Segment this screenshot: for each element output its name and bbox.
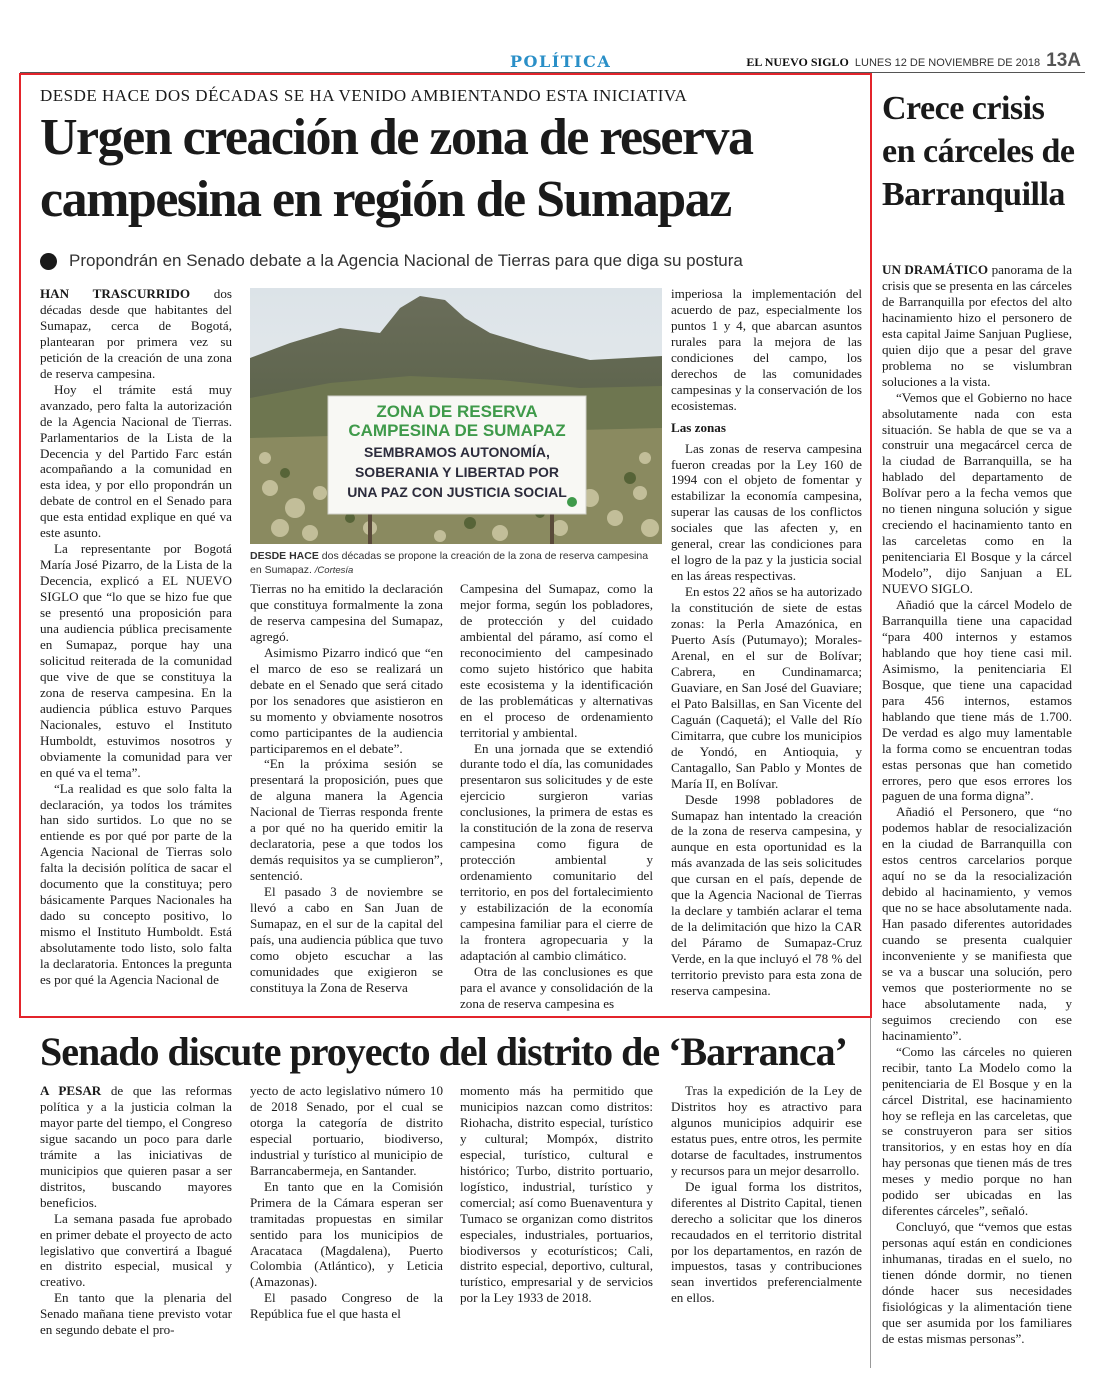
lead-in: A PESAR	[40, 1083, 102, 1098]
paragraph: A PESAR de que las reformas política y a la justicia colman la mayor parte del tiempo, el Congreso sigue sacando un poco para darle trámite a las iniciativas de municipios que quieren pasar a ser distritos, buscando mayores beneficios.	[40, 1083, 232, 1210]
masthead-info	[746, 50, 1081, 72]
paragraph: El pasado 3 de noviembre se llevó a cabo en San Juan de Sumapaz, en el sur de la capital del país, una audiencia pública que tuvo como objeto escuchar a las comunidades que exigieron se constituya la Zona de Reserva	[250, 884, 443, 995]
article-column-3	[460, 581, 653, 1012]
sign-line-2: CAMPESINA DE SUMAPAZ	[348, 421, 566, 440]
paragraph: Hoy el trámite está muy avanzado, pero falta la autorización de la Agencia Nacional de Tierras. Parlamentarios de la Lista de la Decencia y del Partido Farc están acompañando a la comunidad en esta idea, y por ello propondrán un debate de control en el Senado para que esta entidad explique en qué va este asunto.	[40, 381, 232, 541]
bottom-column-3	[460, 1083, 653, 1306]
paragraph: “La realidad es que solo falta la declaración, ya todos los trámites han sido surtidos. Lo que no se entiende es por qué por parte de la Agencia Nacional de Tierras solo falta la decisión política de sacar el documento que la constituya; pero básicamente Parques Nacionales ha dado su concepto positivo, lo mismo el Instituto Humboldt. Está absolutamente todo listo, solo falta la declaratoria. Entonces la pregunta es por qué la Agencia Nacional de	[40, 780, 232, 987]
sign-line-4: SOBERANIA Y LIBERTAD POR	[354, 464, 560, 480]
photo-credit: /Cortesía	[314, 565, 354, 576]
page-number: 13A	[1046, 50, 1081, 71]
issue-date: LUNES 12 DE NOVIEMBRE DE 2018	[854, 57, 1041, 69]
paragraph: Concluyó, que “vemos que estas personas aquí están en condiciones inhumanas, tiradas en el suelo, no tienen dónde dormir, no tienen dónde hacer sus necesidades fisiológicas y la alimentación tiene que ser asumida por los familiares de estas mismas personas”.	[882, 1219, 1072, 1346]
side-article-headline: Crece crisis en cárceles de Barranquilla	[882, 90, 1075, 213]
caption-text: dos décadas se propone la creación de la zona de reserva campesina en Sumapaz.	[250, 550, 649, 576]
paragraph: La semana pasada fue aprobado en primer debate el proyecto de acto legislativo que convertirá a Ibagué en distrito especial, musical y creativo.	[40, 1210, 232, 1290]
paragraph: Tras la expedición de la Ley de Distritos hoy es atractivo para algunos municipios adquirir ese estatus pues, entre otros, les permite dotarse de facultades, instrumentos y recursos para un mejor desarrollo.	[671, 1083, 862, 1178]
sign-line-5: UNA PAZ CON JUSTICIA SOCIAL	[347, 484, 567, 500]
paragraph: Tierras no ha emitido la declaración que constituya formalmente la zona de reserva campesina del Sumapaz, agregó.	[250, 581, 443, 644]
paragraph: imperiosa la implementación del acuerdo de paz, especialmente los puntos 1 y 4, que abarcan asuntos rurales para la mejora de las condiciones del campo, los derechos de las comunidades campesinas y la conservación de los ecosistemas.	[671, 286, 862, 413]
paragraph: Las zonas de reserva campesina fueron creadas por la Ley 160 de 1994 con el objeto de fomentar y estabilizar la economía campesina, superar las causas de los conflictos sociales que las afecten y, en general, crear las condiciones para el logro de la paz y la justicia social en las áreas respectivas.	[671, 440, 862, 584]
article-headline: Urgen creación de zona de reserva campesina en región de Sumapaz	[40, 109, 753, 228]
side-article-column	[882, 262, 1072, 1347]
lead-in: UN DRAMÁTICO	[882, 262, 989, 277]
paragraph: Desde 1998 pobladores de Sumapaz han intentado la creación de la zona de reserva campesina, y aunque en esta oportunidad es la más avanzada de las seis solicitudes que cursan en el país, depende de que la Agencia Nacional de Tierras la declare y también aclarar el tema de la delimitación que hizo la CAR del Páramo de Sumapaz-Cruz Verde, en la que incluyó el 78 % del territorio previsto para esta zona de reserva campesina.	[671, 791, 862, 998]
subhead-text: Propondrán en Senado debate a la Agencia Nacional de Tierras para que diga su postura	[69, 251, 743, 270]
paragraph: Añadió que la cárcel Modelo de Barranquilla tiene una capacidad “para 400 internos y estamos hablando que hoy tiene casi mil. Asimismo, la penitenciaria El Bosque, que tiene una capacidad para 456 internos, estamos hablando que tiene más de 1.700. De verdad es algo muy lamentable la forma como se encuentran todas estas personas que han cometido errores, pero que esos errores los paguen de una forma digna”.	[882, 597, 1072, 804]
article-photo	[250, 288, 662, 544]
paragraph: momento más ha permitido que municipios nazcan como distritos: Riohacha, distrito especial, turístico y cultural; Mompóx, distrito especial, turístico, cultural e histórico; Turbo, distrito portuario, logístico, industrial, turístico y comercial; así como Buenaventura y Tumaco se organizan como distritos especiales, industriales, portuarios, biodiversos y ecoturísticos; Cali, distrito especial, deportivo, cultural, turístico, empresarial y de servicios por la Ley 1933 de 2018.	[460, 1083, 653, 1306]
paragraph: Añadió el Personero, que “no podemos hablar de resocialización en la ciudad de Barranquilla con estos centros carcelarios porque aquí no se da la resocialización debido al hacinamiento, y vemos que no se hace absolutamente nada. Han pasado diferentes autoridades cuando se presenta cualquier inconveniente y se manifiesta que se va a buscar una solución, pero vemos que posteriormente no se hace absolutamente nada, y seguimos creciendo con ese hacinamiento”.	[882, 804, 1072, 1043]
bottom-article-headline: Senado discute proyecto del distrito de ‘Barranca’	[40, 1029, 847, 1074]
photo-caption	[250, 549, 662, 578]
paragraph: En tanto que la plenaria del Senado mañana tiene previsto votar en segundo debate el pro-	[40, 1290, 232, 1338]
article-subhead	[40, 251, 743, 271]
bottom-column-1	[40, 1083, 232, 1338]
paragraph: En una jornada que se extendió durante todo el día, las comunidades presentaron sus solicitudes y de este ejercicio surgieron varias conclusiones, la primera de estas es la constitución de la zona de reserva campesina como figura de protección ambiental y ordenamiento comunitario del territorio, en pos del fortalecimiento y estabilización de la economía campesina familiar para el cierre de la frontera agropecuaria y la adaptación al cambio climático.	[460, 740, 653, 963]
logo-icon	[567, 497, 577, 507]
paragraph: Asimismo Pizarro indicó que “en el marco de eso se realizará un debate en el Senado que será citado por los senadores que asistieron en su momento y obviamente nosotros como participantes de la audiencia participaremos en el debate”.	[250, 644, 443, 756]
paragraph: En tanto que en la Comisión Primera de la Cámara esperan ser tramitadas propuestas en similar sentido para los municipios de Aracataca (Magdalena), Puerto Colombia (Atlántico), y Leticia (Amazonas).	[250, 1178, 443, 1290]
paragraph: HAN TRASCURRIDO dos décadas desde que habitantes del Sumapaz, cerca de Bogotá, plantearan por primera vez su petición de la creación de una zona de reserva campesina.	[40, 286, 232, 381]
paragraph: De igual forma los distritos, diferentes al Distrito Capital, tienen derecho a solicitar que los dineros recaudados en el territorio distrital por los departamentos, en razón de impuestos, tasas y contribuciones sean invertidos preferencialmente en ellos.	[671, 1178, 862, 1306]
paragraph: Otra de las conclusiones es que para el avance y consolidación de la zona de reserva campesina es	[460, 963, 653, 1011]
bottom-column-2	[250, 1083, 443, 1322]
caption-lead: DESDE HACE	[250, 550, 319, 562]
article-column-4	[671, 286, 862, 999]
paragraph: “En la próxima sesión se presentará la proposición, pues que de alguna manera la Agencia Nacional de Tierras responda frente a por qué no ha querido emitir la declaratoria, pese a que todos los demás requisitos ya se cumplieron”, sentenció.	[250, 756, 443, 884]
article-column-2	[250, 581, 443, 996]
lead-in: HAN TRASCURRIDO	[40, 286, 191, 301]
sign-line-3: SEMBRAMOS AUTONOMÍA,	[364, 444, 550, 460]
bottom-column-4	[671, 1083, 862, 1306]
section-subtitle: Las zonas	[671, 419, 726, 435]
newspaper-name: EL NUEVO SIGLO	[746, 55, 849, 69]
paragraph: La representante por Bogotá María José Pizarro, de la Lista de la Decencia, explicó a EL NUEVO SIGLO que “lo que se hizo fue que se presentó una proposición para una audiencia pública precisamente en Sumapaz, porque hay una solicitud reiterada de la comunidad que vive de que se constituya la zona de reserva campesina. En la audiencia pública estuvo Parques Nacionales, estuvo el Instituto Humboldt, estuvimos nosotros y obviamente la comunidad para ver en qué va el tema”.	[40, 541, 232, 780]
paragraph: “Como las cárceles no quieren recibir, tanto La Modelo como la penitenciaria de El Bosque y en la cárcel Distrital, ese hacinamiento hoy se refleja en las carceletas, que se construyeron para ser sitios transitorios, y en estas hoy en día hay personas que tienen más de tres meses y medio porque no han podido ser ubicadas en las diferentes cárceles”, señaló.	[882, 1043, 1072, 1219]
article-kicker: DESDE HACE DOS DÉCADAS SE HA VENIDO AMBIENTANDO ESTA INICIATIVA	[40, 86, 688, 105]
article-column-1	[40, 286, 232, 988]
sign-line-1: ZONA DE RESERVA	[376, 402, 538, 421]
section-label: POLÍTICA	[510, 52, 612, 71]
paragraph: “Vemos que el Gobierno no hace absolutamente nada con esta situación. Se habla de que se va a construir una megacárcel cerca de la ciudad de Barranquilla, se ha hablado del departamento de Bolívar pero a la fecha vemos que no tienen ninguna solución y sigue creciendo el hacinamiento tanto en las carceletas como en la penitenciaria El Bosque y la cárcel Modelo”, dijo Sanjuan a EL NUEVO SIGLO.	[882, 389, 1072, 597]
column-divider	[870, 1018, 871, 1368]
paragraph: En estos 22 años se ha autorizado la constitución de siete de estas zonas: la Perla Amazónica, en Puerto Asís (Putumayo); Morales-Arenal, en el sur de Bolívar; Cabrera, en Cundinamarca; Guaviare, en San José del Guaviare; el Pato Balsillas, en San Vicente del Caguán (Caquetá); el Valle del Río Cimitarra, que cubre los municipios de Yondó, en Antioquia, y Cantagallo, San Pablo y Montes de María II, en Bolívar.	[671, 584, 862, 791]
paragraph: Campesina del Sumapaz, como la mejor forma, según los pobladores, de protección y del cuidado ambiental del páramo, así como el reconocimiento del campesinado como sujeto histórico que habita este ecosistema y la identificación de las problemáticas y alternativas en el proceso de ordenamiento territorial y ambiental.	[460, 581, 653, 740]
paragraph: El pasado Congreso de la República fue el que hasta el	[250, 1290, 443, 1322]
paragraph: UN DRAMÁTICO panorama de la crisis que se presenta en las cárceles de Barranquilla por efectos del alto hacinamiento hizo el personero de esta capital Jaime Sanjuan Pugliese, quien dijo que a pesar del grave problema no se vislumbran soluciones a la vista.	[882, 262, 1073, 389]
bullet-icon	[40, 253, 57, 270]
paragraph: yecto de acto legislativo número 10 de 2018 Senado, por el cual se otorga la categoría de distrito especial portuario, biodiverso, industrial y turístico al municipio de Barrancabermeja, en Santander.	[250, 1083, 443, 1178]
